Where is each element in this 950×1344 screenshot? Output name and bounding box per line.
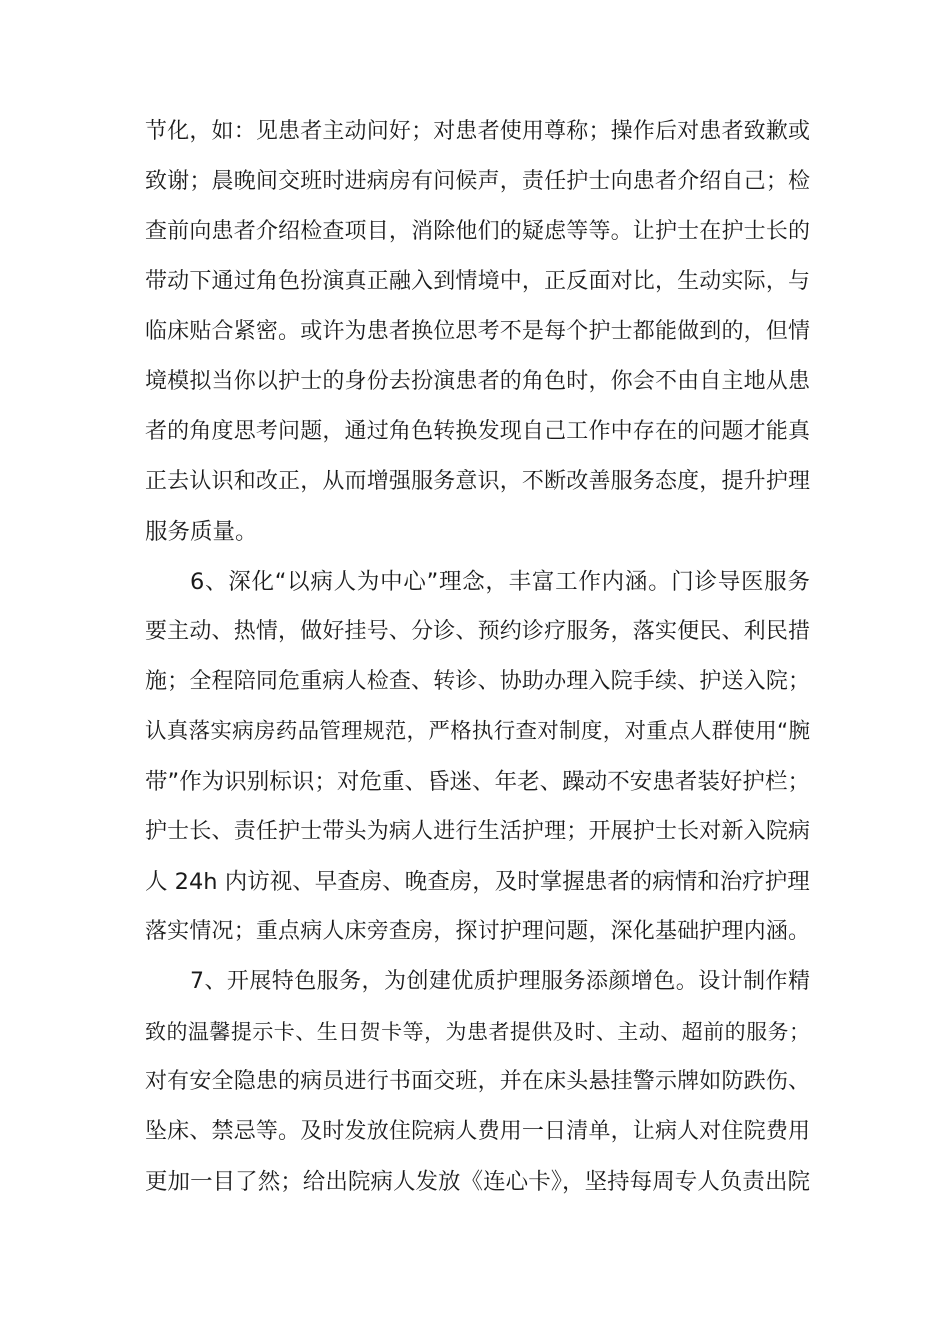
text-line: 正去认识和改正，从而增强服务意识，不断改善服务态度，提升护理 (145, 469, 810, 494)
text-line: 对有安全隐患的病员进行书面交班，并在床头悬挂警示牌如防跌伤、 (145, 1069, 810, 1094)
text-line: 护士长、责任护士带头为病人进行生活护理；开展护士长对新入院病 (145, 819, 810, 844)
text-line: 认真落实病房药品管理规范，严格执行查对制度，对重点人群使用“腕 (145, 719, 810, 744)
text-line: 施；全程陪同危重病人检查、转诊、协助办理入院手续、护送入院； (145, 669, 810, 694)
text-line: 临床贴合紧密。或许为患者换位思考不是每个护士都能做到的，但情 (145, 319, 810, 344)
text-line: 境模拟当你以护士的身份去扮演患者的角色时，你会不由自主地从患 (145, 369, 810, 394)
text-line: 致的温馨提示卡、生日贺卡等，为患者提供及时、主动、超前的服务； (145, 1020, 810, 1044)
text-line: 人 24h 内访视、早查房、晚查房，及时掌握患者的病情和治疗护理 (145, 869, 810, 895)
text-line: 服务质量。 (145, 519, 258, 545)
text-line: 要主动、热情，做好挂号、分诊、预约诊疗服务，落实便民、利民措 (145, 619, 810, 644)
text-line: 落实情况；重点病人床旁查房，探讨护理问题，深化基础护理内涵。 (145, 919, 810, 944)
text-line: 节化，如：见患者主动问好；对患者使用尊称；操作后对患者致歉或 (145, 119, 810, 144)
text-line: 更加一目了然；给出院病人发放《连心卡》，坚持每周专人负责出院 (145, 1169, 810, 1195)
text-line: 坠床、禁忌等。及时发放住院病人费用一日清单，让病人对住院费用 (145, 1119, 810, 1144)
text-line: 查前向患者介绍检查项目，消除他们的疑虑等等。让护士在护士长的 (145, 219, 810, 244)
text-line: 带动下通过角色扮演真正融入到情境中，正反面对比，生动实际，与 (145, 269, 810, 294)
text-line: 致谢；晨晚间交班时进病房有问候声，责任护士向患者介绍自己；检 (145, 169, 810, 194)
paragraph-7-heading-line: 7、开展特色服务，为创建优质护理服务添颜增色。设计制作精 (190, 969, 810, 994)
text-line: 者的角度思考问题，通过角色转换发现自己工作中存在的问题才能真 (145, 419, 810, 444)
text-line: 带”作为识别标识；对危重、昏迷、年老、躁动不安患者装好护栏； (145, 769, 810, 795)
paragraph-6-heading-line: 6、深化“以病人为中心”理念，丰富工作内涵。门诊导医服务 (190, 569, 810, 595)
